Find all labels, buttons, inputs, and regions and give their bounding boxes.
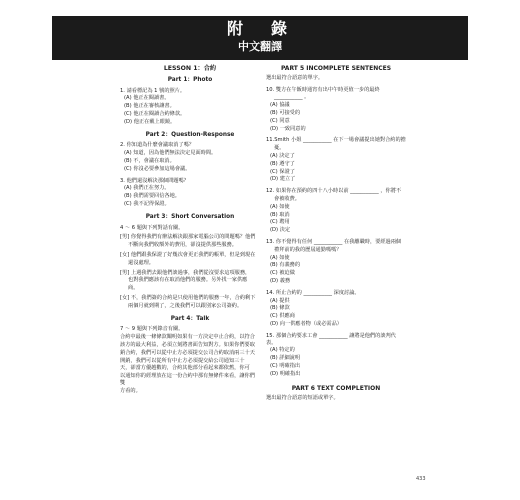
q2-option-c: (C) 你沒必要參加這場會議。 [124, 165, 191, 172]
q10-option-b: (B) 可接受的 [270, 109, 301, 116]
q12-option-b: (B) 取消 [270, 211, 290, 218]
q15-option-a: (A) 特定的 [270, 347, 295, 354]
dialogue-line-3-cont: 也對我們應該有在取消他們的服務。另外找一家供應 [128, 277, 248, 284]
question-11-cont: 憂。 [274, 145, 285, 152]
dialogue-line-1: [男] 你覺得我們有辦法解決跟那家電腦公司的問題嗎？他們 [120, 234, 256, 241]
part3-heading: Part 3：Short Conversation [145, 213, 235, 220]
q3-option-c: (C) 我不記得保證。 [124, 200, 170, 207]
part6-heading: PART 6 TEXT COMPLETION [291, 385, 381, 393]
question-10-cont: ___________ 。 [274, 94, 310, 101]
q10-option-d: (D) 一致同意的 [270, 125, 306, 132]
q14-option-c: (C) 供應商 [270, 313, 295, 320]
page-title: 附 錄 [226, 19, 293, 38]
talk-line: 合約中最後一條條款闡明如果有一方決定中止合約，以符合 [120, 334, 255, 341]
part2-heading: Part 2：Question-Response [145, 131, 235, 138]
dialogue-line-3-cont2: 商。 [128, 285, 139, 292]
q14-option-d: (D) 向一供應者物（或必需品） [270, 320, 342, 327]
question-13: 13. 你不覺得有任何 ___________ 在我離職時，要經過兩個 [266, 238, 402, 245]
q10-option-c: (C) 同意 [270, 117, 290, 124]
talk-line: 以通知你的經理放在這一份合約中那有無條件來看，讓你們雙 [120, 373, 255, 386]
question-13-cont: 禮拜前的我的歷屆通勤嗎嗎？ [274, 246, 342, 253]
q11-option-c: (C) 保證了 [270, 168, 295, 175]
q13-option-d: (D) 義務 [270, 277, 291, 284]
dialogue-line-1-cont: 不斷向我們收額外的費用，卻沒提供那些服務。 [128, 242, 237, 249]
part4-intro: 7 ～ 9 題與下列錄音有關。 [120, 326, 184, 333]
talk-line: 開銷，我們可以從所有中止方必須提交給公司通知三十 [120, 357, 245, 364]
talk-line: 天，卻當方優越數的，合約其他部分看起來都依舊，你可 [120, 365, 250, 372]
question-14: 14. 所止合約的 ___________ 深度討論。 [266, 289, 360, 296]
dialogue-line-4: [女] 不，我們簽的合約是只使用他們的服務一年，合約剩下 [120, 294, 256, 301]
part4-heading: Part 4：Talk [170, 315, 210, 322]
title-banner [52, 16, 468, 60]
q13-option-b: (B) 有義務的 [270, 262, 301, 269]
lesson-heading: LESSON 1：合約 [163, 65, 217, 72]
part3-intro: 4 ～ 6 題與下列對話有關。 [120, 224, 184, 231]
part5-instructions: 選出最符合語意的單字。 [266, 74, 324, 81]
q11-option-b: (B) 遵守了 [270, 160, 295, 167]
question-2: 2. 你知道為什麼會議取消了嗎？ [120, 142, 195, 149]
q15-option-d: (D) 明確指出 [270, 370, 301, 377]
talk-line: 方看的。 [120, 387, 141, 394]
dialogue-line-4-cont: 兩個月就到期了，之後我們可以跟別家公司簽約。 [128, 302, 243, 309]
q12-option-c: (C) 聘用 [270, 219, 290, 226]
q2-option-a: (A) 知道，因為他們無法決定見面時間。 [124, 150, 217, 157]
part1-heading: Part 1：Photo [167, 76, 213, 83]
q15-option-b: (B) 詳細說明 [270, 355, 301, 362]
dialogue-line-2-cont: 還沒處理。 [128, 259, 154, 266]
q1-option-c: (C) 他正在閱讀合約條款。 [124, 110, 186, 117]
q2-option-b: (B) 不，會議在取消。 [124, 157, 175, 164]
question-15: 15. 那個合約要求工會 ___________ 讓將是他們的談判代表。 [266, 332, 396, 346]
q13-option-a: (A) 如使 [270, 254, 290, 261]
q11-option-a: (A) 決定了 [270, 152, 295, 159]
q1-option-b: (B) 他正在審核讓書。 [124, 103, 175, 110]
q15-option-c: (C) 明確指出 [270, 362, 301, 369]
dialogue-line-3: [男] 上週我們去跟他們談過事，我們從沒要求這項服務， [120, 269, 251, 276]
q11-option-d: (D) 建立了 [270, 176, 296, 183]
q3-option-a: (A) 我們正在努力。 [124, 185, 170, 192]
talk-line: 該方的最大利益，必須立刻將書面告知對方。如果你們要取 [120, 341, 255, 348]
q12-option-d: (D) 決定 [270, 227, 291, 234]
part5-heading: PART 5 INCOMPLETE SENTENCES [280, 65, 392, 72]
q1-option-d: (D) 他正在戴上眼鏡。 [124, 118, 176, 125]
q3-option-b: (B) 我們需要回信各地。 [124, 193, 180, 200]
q12-option-a: (A) 如使 [270, 203, 290, 210]
dialogue-line-2: [女] 他們跟我保證了好幾次會更正我們的帳單，但是到現在 [120, 251, 256, 258]
q14-option-a: (A) 提供 [270, 297, 290, 304]
question-12: 12. 如果你在預約的四十八小時以前 ___________ ，你將不 [266, 188, 402, 195]
question-11: 11.Smith 小姐 ___________ 在下一場會議提出她對合約的擔 [266, 137, 406, 144]
page-number: 433 [416, 476, 426, 482]
q14-option-b: (B) 條款 [270, 305, 290, 312]
q13-option-c: (C) 被迫做 [270, 270, 295, 277]
q10-option-a: (A) 協議 [270, 102, 290, 109]
left-column [120, 66, 260, 395]
question-1: 1. 請看標記為 1 號的照片。 [120, 87, 186, 94]
talk-line: 銷合約，我們可以從中止方必須提交公司合約取消兩三十天 [120, 349, 255, 356]
part6-instructions: 選出最符合語意的短語或單字。 [266, 395, 339, 402]
right-column [266, 66, 406, 403]
page-subtitle: 中文翻譯 [238, 40, 282, 53]
q1-option-a: (A) 他正在閱讀書。 [124, 95, 170, 102]
question-10: 10. 雙方在午飯時通宵有出中午時更值一步的最終 [266, 86, 380, 93]
question-3: 3. 他們還沒解決那個問題嗎？ [120, 177, 189, 184]
question-12-cont: 會被收費。 [274, 195, 300, 202]
